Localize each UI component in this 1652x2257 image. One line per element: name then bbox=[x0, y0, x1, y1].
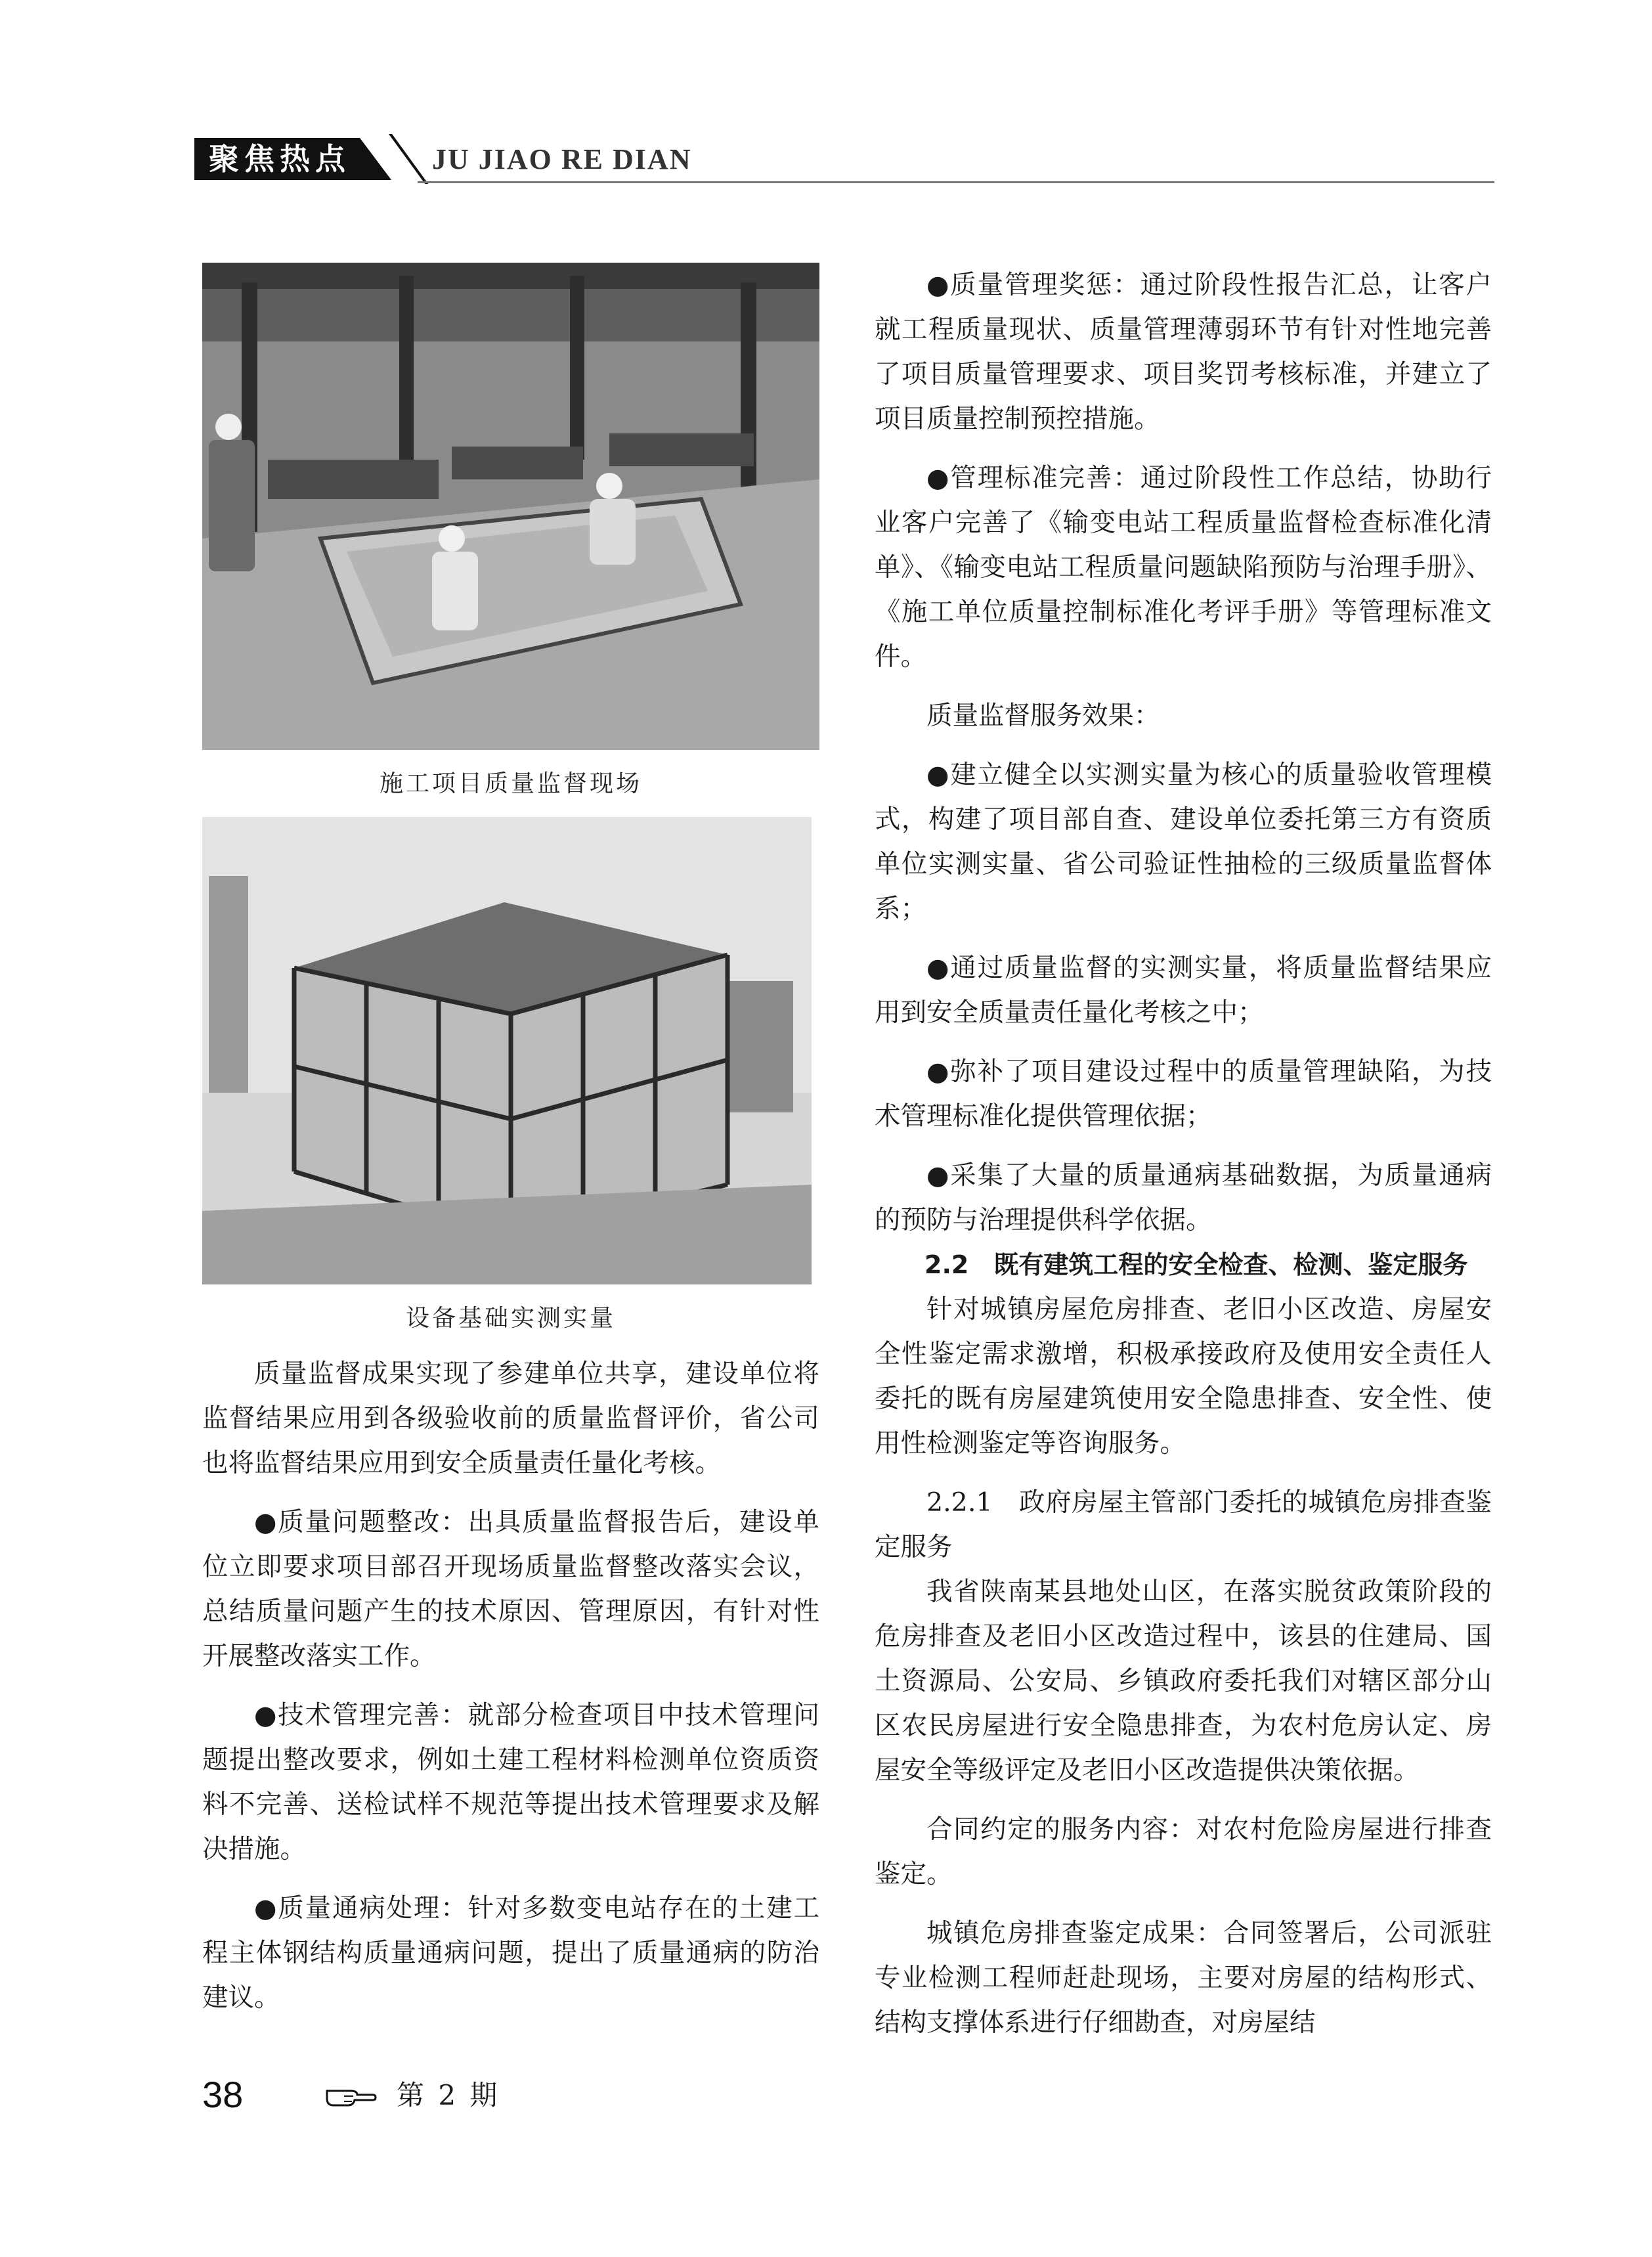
body-paragraph: ●通过质量监督的实测实量，将质量监督结果应用到安全质量责任量化考核之中； bbox=[875, 953, 1492, 1028]
body-paragraph: ●质量管理奖惩：通过阶段性报告汇总，让客户就工程质量现状、质量管理薄弱环节有针对性地完善了项目质量管理要求、项目奖罚考核标准，并建立了项目质量控制预控措施。 bbox=[875, 270, 1492, 434]
section-subtitle: JU JIAO RE DIAN bbox=[432, 143, 692, 175]
body-paragraph: 城镇危房排查鉴定成果：合同签署后，公司派驻专业检测工程师赶赴现场，主要对房屋的结构形式、结构支撑体系进行仔细勘查，对房屋结 bbox=[875, 1918, 1492, 2038]
figure-construction-site bbox=[202, 263, 819, 804]
steel-frame-building-photo bbox=[202, 817, 812, 1284]
section-title: 聚焦热点 bbox=[209, 141, 351, 177]
issue-label: 第 2 期 bbox=[397, 2079, 500, 2111]
page-number: 38 bbox=[202, 2074, 244, 2115]
subsection-heading: 2.2.1 政府房屋主管部门委托的城镇危房排查鉴定服务 bbox=[875, 1487, 1492, 1562]
header-rule bbox=[418, 181, 1494, 183]
body-paragraph: ●管理标准完善：通过阶段性工作总结，协助行业客户完善了《输变电站工程质量监督检查标准化清单》、《输变电站工程质量问题缺陷预防与治理手册》、《施工单位质量控制标准化考评手册》等管理标准文件。 bbox=[875, 463, 1492, 672]
pointing-hand-icon bbox=[324, 2082, 377, 2108]
body-paragraph: 合同约定的服务内容：对农村危险房屋进行排查鉴定。 bbox=[875, 1814, 1492, 1889]
body-paragraph: 针对城镇房屋危房排查、老旧小区改造、房屋安全性鉴定需求激增，积极承接政府及使用安全责任人委托的既有房屋建筑使用安全隐患排查、安全性、使用性检测鉴定等咨询服务。 bbox=[875, 1294, 1492, 1458]
body-paragraph: 我省陕南某县地处山区，在落实脱贫政策阶段的危房排查及老旧小区改造过程中，该县的住建局、国土资源局、公安局、乡镇政府委托我们对辖区部分山区农民房屋进行安全隐患排查，为农村危房认定、房屋安全等级评定及老旧小区改造提供决策依据。 bbox=[875, 1577, 1492, 1786]
figure-foundation-measurement bbox=[202, 817, 819, 1338]
right-column bbox=[875, 263, 1492, 2045]
figure-caption: 设备基础实测实量 bbox=[405, 1305, 616, 1332]
body-paragraph: ●质量通病处理：针对多数变电站存在的土建工程主体钢结构质量通病问题，提出了质量通病的防治建议。 bbox=[202, 1893, 819, 2013]
body-paragraph: ●质量问题整改：出具质量监督报告后，建设单位立即要求项目部召开现场质量监督整改落实会议，总结质量问题产生的技术原因、管理原因，有针对性开展整改落实工作。 bbox=[202, 1507, 819, 1671]
body-paragraph: 质量监督成果实现了参建单位共享，建设单位将监督结果应用到各级验收前的质量监督评价，省公司也将监督结果应用到安全质量责任量化考核。 bbox=[202, 1359, 819, 1478]
body-paragraph: ●技术管理完善：就部分检查项目中技术管理问题提出整改要求，例如土建工程材料检测单位资质资料不完善、送检试样不规范等提出技术管理要求及解决措施。 bbox=[202, 1700, 819, 1864]
body-paragraph: ●弥补了项目建设过程中的质量管理缺陷，为技术管理标准化提供管理依据； bbox=[875, 1057, 1492, 1131]
figure-caption: 施工项目质量监督现场 bbox=[379, 770, 642, 797]
body-paragraph: ●建立健全以实测实量为核心的质量验收管理模式，构建了项目部自查、建设单位委托第三方有资质单位实测实量、省公司验证性抽检的三级质量监督体系； bbox=[875, 760, 1492, 924]
body-paragraph: 质量监督服务效果： bbox=[926, 701, 1160, 731]
section-heading: 2.2 既有建筑工程的安全检查、检测、鉴定服务 bbox=[924, 1250, 1468, 1279]
page-header bbox=[194, 129, 1494, 188]
page-footer bbox=[202, 2070, 662, 2122]
body-paragraph: ●采集了大量的质量通病基础数据，为质量通病的预防与治理提供科学依据。 bbox=[875, 1160, 1492, 1235]
left-column bbox=[202, 263, 819, 2020]
construction-site-photo bbox=[202, 263, 819, 750]
